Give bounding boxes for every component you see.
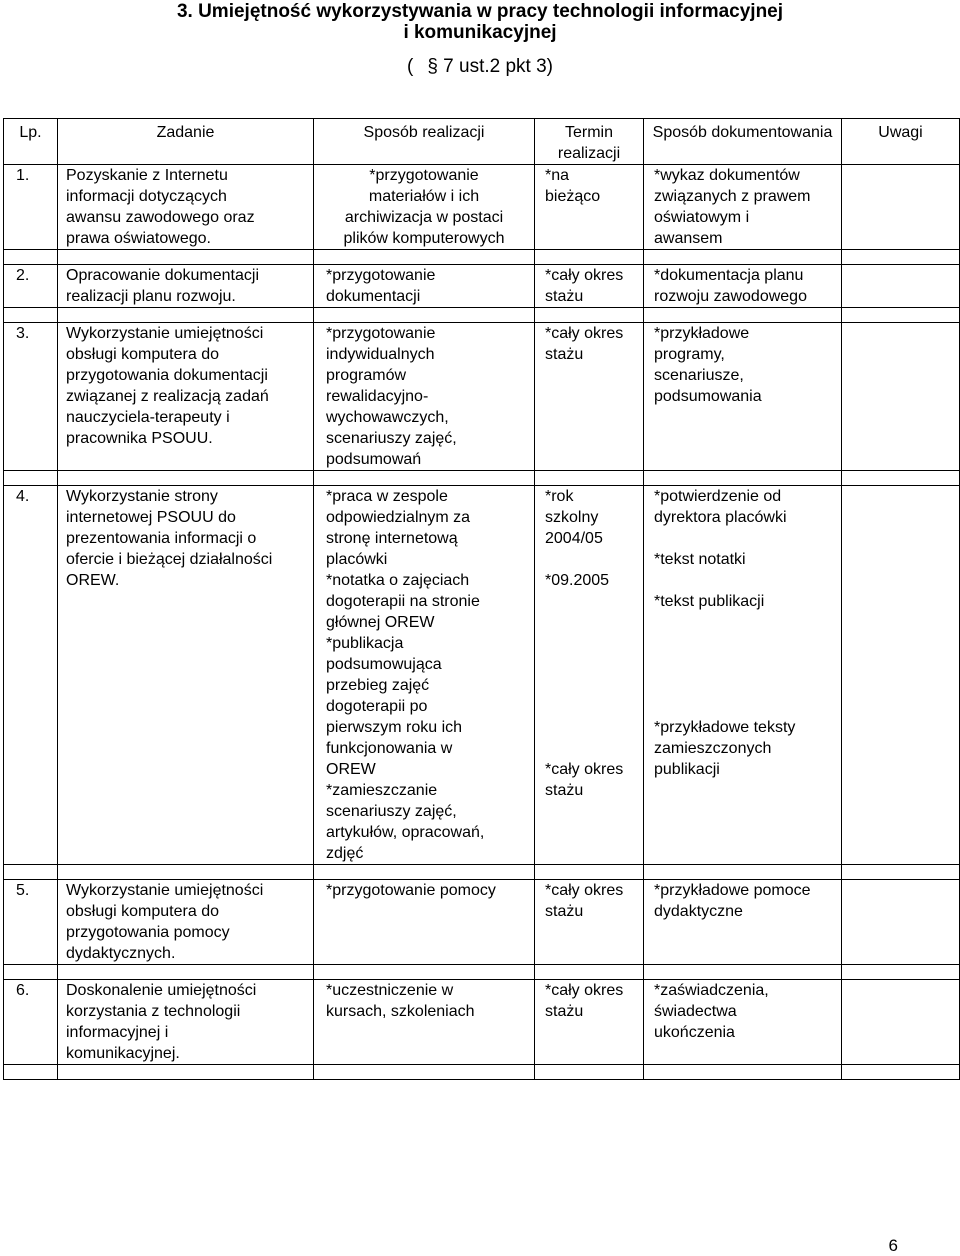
- page-number: 6: [888, 1236, 898, 1255]
- ref-open: (: [406, 56, 414, 77]
- row-spacer: [4, 1065, 960, 1080]
- table-row: [4, 486, 960, 865]
- row-spacer: [4, 471, 960, 486]
- cell-sposob: *praca w zespole odpowiedzialnym za stronę internetową placówki *notatka o zajęciach dogoterapii na stronie głównej OREW *publikacja podsumowująca przebieg zajęć dogoterapii po pierwszym roku ich funkcjonowania w OREW *zamieszczanie scenariuszy zajęć, artykułów, opracowań, zdjęć: [314, 486, 535, 865]
- table-row: [4, 165, 960, 250]
- legal-reference: [0, 56, 960, 78]
- cell-zadanie: Wykorzystanie umiejętności obsługi komputera do przygotowania pomocy dydaktycznych.: [58, 880, 314, 965]
- tasks-table: [3, 118, 960, 1080]
- cell-zadanie: Pozyskanie z Internetu informacji dotyczących awansu zawodowego oraz prawa oświatowego.: [58, 165, 314, 250]
- cell-dokumentowanie: *przykładowe programy, scenariusze, podsumowania: [644, 323, 842, 471]
- table-row: [4, 265, 960, 308]
- cell-termin: *cały okres stażu: [535, 265, 644, 308]
- cell-uwagi: [842, 265, 960, 308]
- header-zadanie: Zadanie: [58, 119, 314, 165]
- cell-zadanie: Wykorzystanie strony internetowej PSOUU do prezentowania informacji o ofercie i bieżącej działalności OREW.: [58, 486, 314, 865]
- cell-sposob: *przygotowanie dokumentacji: [314, 265, 535, 308]
- cell-lp: 3.: [4, 323, 58, 471]
- cell-sposob: *przygotowanie pomocy: [314, 880, 535, 965]
- header-dokumentowanie: Sposób dokumentowania: [644, 119, 842, 165]
- section-title: 3. Umiejętność wykorzystywania w pracy technologii informacyjnej: [176, 1, 784, 22]
- cell-zadanie: Doskonalenie umiejętności korzystania z technologii informacyjnej i komunikacyjnej.: [58, 980, 314, 1065]
- cell-lp: 1.: [4, 165, 58, 250]
- row-spacer: [4, 965, 960, 980]
- cell-dokumentowanie: *zaświadczenia, świadectwa ukończenia: [644, 980, 842, 1065]
- cell-dokumentowanie: *przykładowe pomoce dydaktyczne: [644, 880, 842, 965]
- table-header-row: [4, 119, 960, 165]
- cell-termin: *cały okres stażu: [535, 980, 644, 1065]
- cell-sposob: *uczestniczenie w kursach, szkoleniach: [314, 980, 535, 1065]
- table-row: [4, 880, 960, 965]
- row-spacer: [4, 865, 960, 880]
- ref-text: 7 ust.2 pkt 3): [443, 56, 554, 77]
- cell-termin: *cały okres stażu: [535, 880, 644, 965]
- cell-termin: *rok szkolny 2004/05 *09.2005 *cały okres stażu: [535, 486, 644, 865]
- row-spacer: [4, 250, 960, 265]
- cell-uwagi: [842, 323, 960, 471]
- header-uwagi: Uwagi: [842, 119, 960, 165]
- cell-uwagi: [842, 980, 960, 1065]
- cell-dokumentowanie: *potwierdzenie od dyrektora placówki *tekst notatki *tekst publikacji *przykładowe teksty zamieszczonych publikacji: [644, 486, 842, 865]
- cell-sposob: *przygotowanie materiałów i ich archiwizacja w postaci plików komputerowych: [314, 165, 535, 250]
- cell-sposob: *przygotowanie indywidualnych programów rewalidacyjno- wychowawczych, scenariuszy zajęć, podsumowań: [314, 323, 535, 471]
- cell-lp: 2.: [4, 265, 58, 308]
- header-lp: Lp.: [4, 119, 58, 165]
- cell-termin: *cały okres stażu: [535, 323, 644, 471]
- cell-dokumentowanie: *wykaz dokumentów związanych z prawem oświatowym i awansem: [644, 165, 842, 250]
- cell-uwagi: [842, 486, 960, 865]
- row-spacer: [4, 308, 960, 323]
- section-title-continued: i komunikacyjnej: [403, 22, 557, 43]
- cell-termin: *na bieżąco: [535, 165, 644, 250]
- table-row: [4, 323, 960, 471]
- cell-dokumentowanie: *dokumentacja planu rozwoju zawodowego: [644, 265, 842, 308]
- header-sposob: Sposób realizacji: [314, 119, 535, 165]
- paragraph-sign: §: [427, 56, 438, 77]
- cell-zadanie: Wykorzystanie umiejętności obsługi komputera do przygotowania dokumentacji związanej z realizacją zadań nauczyciela-terapeuty i pracownika PSOUU.: [58, 323, 314, 471]
- cell-lp: 6.: [4, 980, 58, 1065]
- table-row: [4, 980, 960, 1065]
- cell-uwagi: [842, 165, 960, 250]
- cell-uwagi: [842, 880, 960, 965]
- cell-zadanie: Opracowanie dokumentacji realizacji planu rozwoju.: [58, 265, 314, 308]
- cell-lp: 5.: [4, 880, 58, 965]
- header-termin: Termin realizacji: [535, 119, 644, 165]
- cell-lp: 4.: [4, 486, 58, 865]
